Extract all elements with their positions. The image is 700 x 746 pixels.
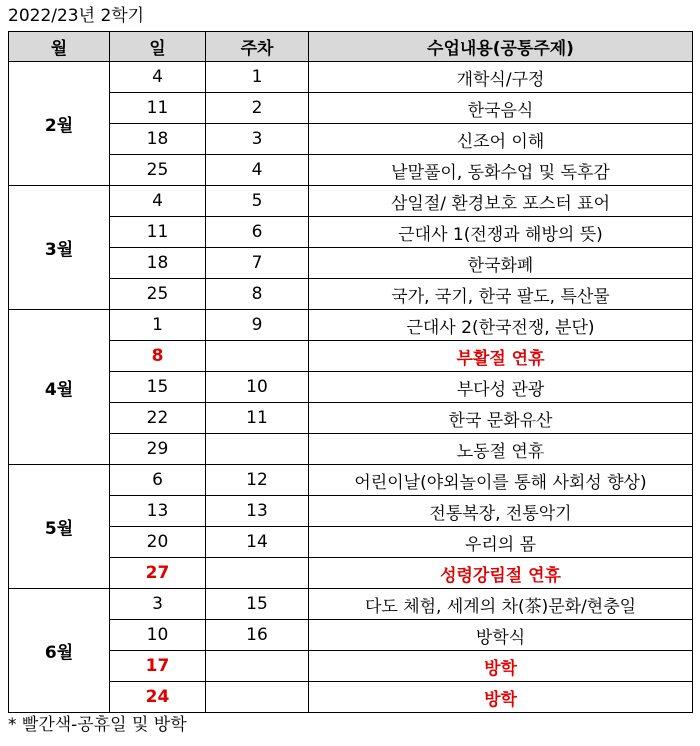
week-cell bbox=[206, 651, 309, 682]
content-cell: 방학 bbox=[309, 682, 693, 713]
week-cell: 14 bbox=[206, 527, 309, 558]
week-cell: 3 bbox=[206, 124, 309, 155]
day-cell: 8 bbox=[110, 341, 206, 372]
day-cell: 10 bbox=[110, 620, 206, 651]
day-cell: 3 bbox=[110, 589, 206, 620]
month-cell: 6월 bbox=[9, 589, 110, 713]
week-cell: 9 bbox=[206, 310, 309, 341]
day-cell: 15 bbox=[110, 372, 206, 403]
week-cell: 15 bbox=[206, 589, 309, 620]
table-row bbox=[9, 248, 693, 279]
content-cell: 전통복장, 전통악기 bbox=[309, 496, 693, 527]
content-cell: 어린이날(야외놀이를 통해 사회성 향상) bbox=[309, 465, 693, 496]
table-row bbox=[9, 465, 693, 496]
week-cell: 12 bbox=[206, 465, 309, 496]
header-content: 수업내용(공통주제) bbox=[309, 32, 693, 62]
day-cell: 24 bbox=[110, 682, 206, 713]
table-row bbox=[9, 186, 693, 217]
day-cell: 11 bbox=[110, 93, 206, 124]
table-row bbox=[9, 62, 693, 93]
header-row bbox=[9, 32, 693, 62]
content-cell: 한국 문화유산 bbox=[309, 403, 693, 434]
content-cell: 낱말풀이, 동화수업 및 독후감 bbox=[309, 155, 693, 186]
week-cell: 1 bbox=[206, 62, 309, 93]
day-cell: 4 bbox=[110, 186, 206, 217]
week-cell bbox=[206, 341, 309, 372]
week-cell: 6 bbox=[206, 217, 309, 248]
content-cell: 개학식/구정 bbox=[309, 62, 693, 93]
week-cell: 16 bbox=[206, 620, 309, 651]
table-row bbox=[9, 682, 693, 713]
content-cell: 국가, 국기, 한국 팔도, 특산물 bbox=[309, 279, 693, 310]
week-cell: 7 bbox=[206, 248, 309, 279]
table-row bbox=[9, 124, 693, 155]
content-cell: 노동절 연휴 bbox=[309, 434, 693, 465]
table-row bbox=[9, 651, 693, 682]
content-cell: 방학식 bbox=[309, 620, 693, 651]
week-cell: 2 bbox=[206, 93, 309, 124]
table-row bbox=[9, 155, 693, 186]
table-row bbox=[9, 341, 693, 372]
day-cell: 17 bbox=[110, 651, 206, 682]
day-cell: 4 bbox=[110, 62, 206, 93]
content-cell: 한국화폐 bbox=[309, 248, 693, 279]
header-month: 월 bbox=[9, 32, 110, 62]
footnote: * 빨간색-공휴일 및 방학 bbox=[8, 715, 187, 735]
content-cell: 방학 bbox=[309, 651, 693, 682]
week-cell: 13 bbox=[206, 496, 309, 527]
table-row bbox=[9, 620, 693, 651]
day-cell: 25 bbox=[110, 279, 206, 310]
week-cell: 11 bbox=[206, 403, 309, 434]
day-cell: 27 bbox=[110, 558, 206, 589]
week-cell bbox=[206, 558, 309, 589]
table-row bbox=[9, 558, 693, 589]
table-row bbox=[9, 372, 693, 403]
day-cell: 20 bbox=[110, 527, 206, 558]
table-row bbox=[9, 434, 693, 465]
table-row bbox=[9, 217, 693, 248]
week-cell: 5 bbox=[206, 186, 309, 217]
content-cell: 부활절 연휴 bbox=[309, 341, 693, 372]
content-cell: 부다성 관광 bbox=[309, 372, 693, 403]
table-row bbox=[9, 310, 693, 341]
day-cell: 13 bbox=[110, 496, 206, 527]
table-row bbox=[9, 279, 693, 310]
table-row bbox=[9, 527, 693, 558]
table-row bbox=[9, 403, 693, 434]
day-cell: 18 bbox=[110, 124, 206, 155]
table-row bbox=[9, 496, 693, 527]
day-cell: 22 bbox=[110, 403, 206, 434]
month-cell: 5월 bbox=[9, 465, 110, 589]
schedule-table bbox=[8, 31, 693, 713]
schedule-body bbox=[9, 62, 693, 713]
week-cell bbox=[206, 434, 309, 465]
week-cell: 8 bbox=[206, 279, 309, 310]
month-cell: 4월 bbox=[9, 310, 110, 465]
day-cell: 29 bbox=[110, 434, 206, 465]
content-cell: 삼일절/ 환경보호 포스터 표어 bbox=[309, 186, 693, 217]
table-row bbox=[9, 589, 693, 620]
month-cell: 3월 bbox=[9, 186, 110, 310]
month-cell: 2월 bbox=[9, 62, 110, 186]
day-cell: 11 bbox=[110, 217, 206, 248]
day-cell: 6 bbox=[110, 465, 206, 496]
day-cell: 18 bbox=[110, 248, 206, 279]
week-cell bbox=[206, 682, 309, 713]
week-cell: 4 bbox=[206, 155, 309, 186]
header-week: 주차 bbox=[206, 32, 309, 62]
content-cell: 근대사 2(한국전쟁, 분단) bbox=[309, 310, 693, 341]
document-title: 2022/23년 2학기 bbox=[8, 6, 145, 26]
content-cell: 성령강림절 연휴 bbox=[309, 558, 693, 589]
content-cell: 신조어 이해 bbox=[309, 124, 693, 155]
header-day: 일 bbox=[110, 32, 206, 62]
content-cell: 한국음식 bbox=[309, 93, 693, 124]
content-cell: 우리의 몸 bbox=[309, 527, 693, 558]
day-cell: 1 bbox=[110, 310, 206, 341]
content-cell: 근대사 1(전쟁과 해방의 뜻) bbox=[309, 217, 693, 248]
day-cell: 25 bbox=[110, 155, 206, 186]
week-cell: 10 bbox=[206, 372, 309, 403]
content-cell: 다도 체험, 세계의 차(茶)문화/현충일 bbox=[309, 589, 693, 620]
table-row bbox=[9, 93, 693, 124]
